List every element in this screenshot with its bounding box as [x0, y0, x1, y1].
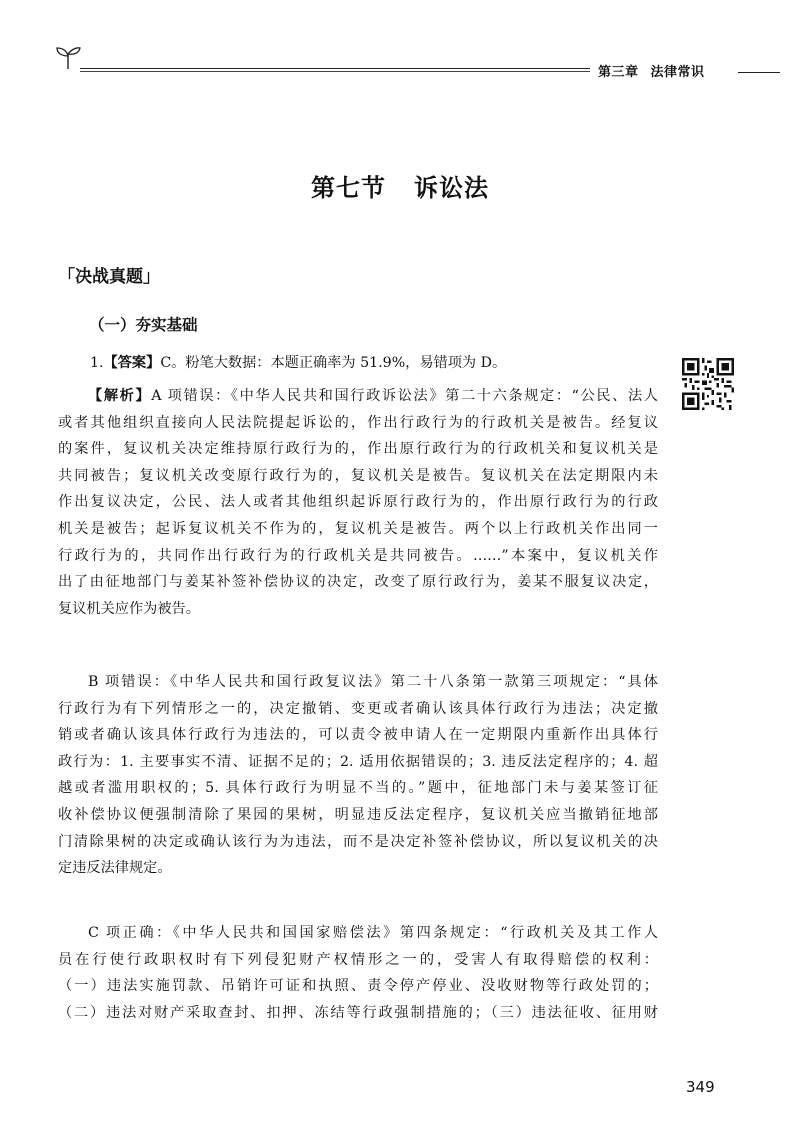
analysis-line: 机关是被告；起诉复议机关不作为的，复议机关是被告。两个以上行政机关作出同一	[58, 520, 658, 537]
paragraph-line: 政行为：1. 主要事实不清、证据不足的；2. 适用依据错误的；3. 违反法定程序的；4. 超	[58, 753, 658, 770]
paragraph-line: 定违反法律规定。	[58, 860, 172, 877]
paragraph-line: 员在行使行政职权时有下列侵犯财产权情形之一的，受害人有取得赔偿的权利：	[58, 951, 658, 968]
section-name: 诉讼法	[414, 174, 489, 202]
page-number: 349	[686, 1078, 715, 1096]
running-header	[598, 61, 705, 80]
section-number: 第七节	[311, 174, 386, 202]
paragraph-line: 门清除果树的决定或确认该行为为违法，而不是决定补签补偿协议，所以复议机关的决	[58, 833, 658, 850]
paragraph-line: C 项正确：《中华人民共和国国家赔偿法》第四条规定：“行政机关及其工作人	[88, 925, 658, 941]
header-rule-thin	[80, 71, 590, 72]
analysis-paragraph	[58, 383, 658, 622]
paragraph-line: B 项错误：《中华人民共和国行政复议法》第二十八条第一款第三项规定：“具体	[88, 674, 658, 690]
paragraph-line: （一）违法实施罚款、吊销许可证和执照、责令停产停业、没收财物等行政处罚的；	[58, 978, 658, 995]
paragraph-line: 行政行为有下列情形之一的，决定撤销、变更或者确认该具体行政行为违法；决定撤	[58, 700, 658, 717]
analysis-line: 或者其他组织直接向人民法院提起诉讼的，作出行政行为的行政机关是被告。经复议	[58, 414, 658, 431]
answer-label: 【答案】	[103, 355, 161, 371]
header-rule	[80, 68, 590, 69]
answer-text: C。粉笔大数据：本题正确率为 51.9%，易错项为 D。	[160, 355, 507, 371]
chapter-title: 法律常识	[650, 65, 705, 80]
question-index: 1.	[90, 355, 104, 371]
analysis-line: 复议机关应作为被告。	[58, 600, 200, 617]
analysis-label: 【解析】	[88, 388, 152, 404]
paragraph-line: 收补偿协议便强制清除了果园的果树，明显违反法定程序，复议机关应当撤销征地部	[58, 806, 658, 823]
analysis-line: A 项错误：《中华人民共和国行政诉讼法》第二十六条规定：“公民、法人	[151, 388, 658, 404]
sprout-icon	[54, 44, 82, 70]
analysis-line: 共同被告；复议机关改变原行政行为的，复议机关是被告。复议机关在法定期限内未	[58, 467, 658, 484]
section-title	[0, 168, 800, 203]
block-heading: 「决战真题」	[58, 267, 160, 287]
paragraph-line: （二）违法对财产采取查封、扣押、冻结等行政强制措施的；（三）违法征收、征用财	[58, 1004, 658, 1021]
analysis-line: 出了由征地部门与姜某补签补偿协议的决定，改变了原行政行为，姜某不服复议决定，	[58, 574, 658, 591]
sub-heading: （一）夯实基础	[89, 316, 198, 334]
qr-code-icon[interactable]	[682, 358, 734, 410]
analysis-line: 行政行为的，共同作出行政行为的行政机关是共同被告。……”本案中，复议机关作	[58, 547, 658, 564]
paragraph-b	[58, 669, 658, 882]
header-rule-right	[738, 72, 780, 73]
analysis-line: 的案件，复议机关决定维持原行政行为的，作出原行政行为的行政机关和复议机关是	[58, 441, 658, 458]
paragraph-line: 销或者确认该具体行政行为违法的，可以责令被申请人在一定期限内重新作出具体行	[58, 727, 658, 744]
chapter-number: 第三章	[598, 65, 639, 80]
paragraph-c	[58, 920, 658, 1026]
analysis-line: 作出复议决定，公民、法人或者其他组织起诉原行政行为的，作出原行政行为的行政	[58, 494, 658, 511]
answer-line	[90, 350, 650, 377]
paragraph-line: 越或者滥用职权的；5. 具体行政行为明显不当的。”题中，征地部门未与姜某签订征	[58, 780, 658, 797]
